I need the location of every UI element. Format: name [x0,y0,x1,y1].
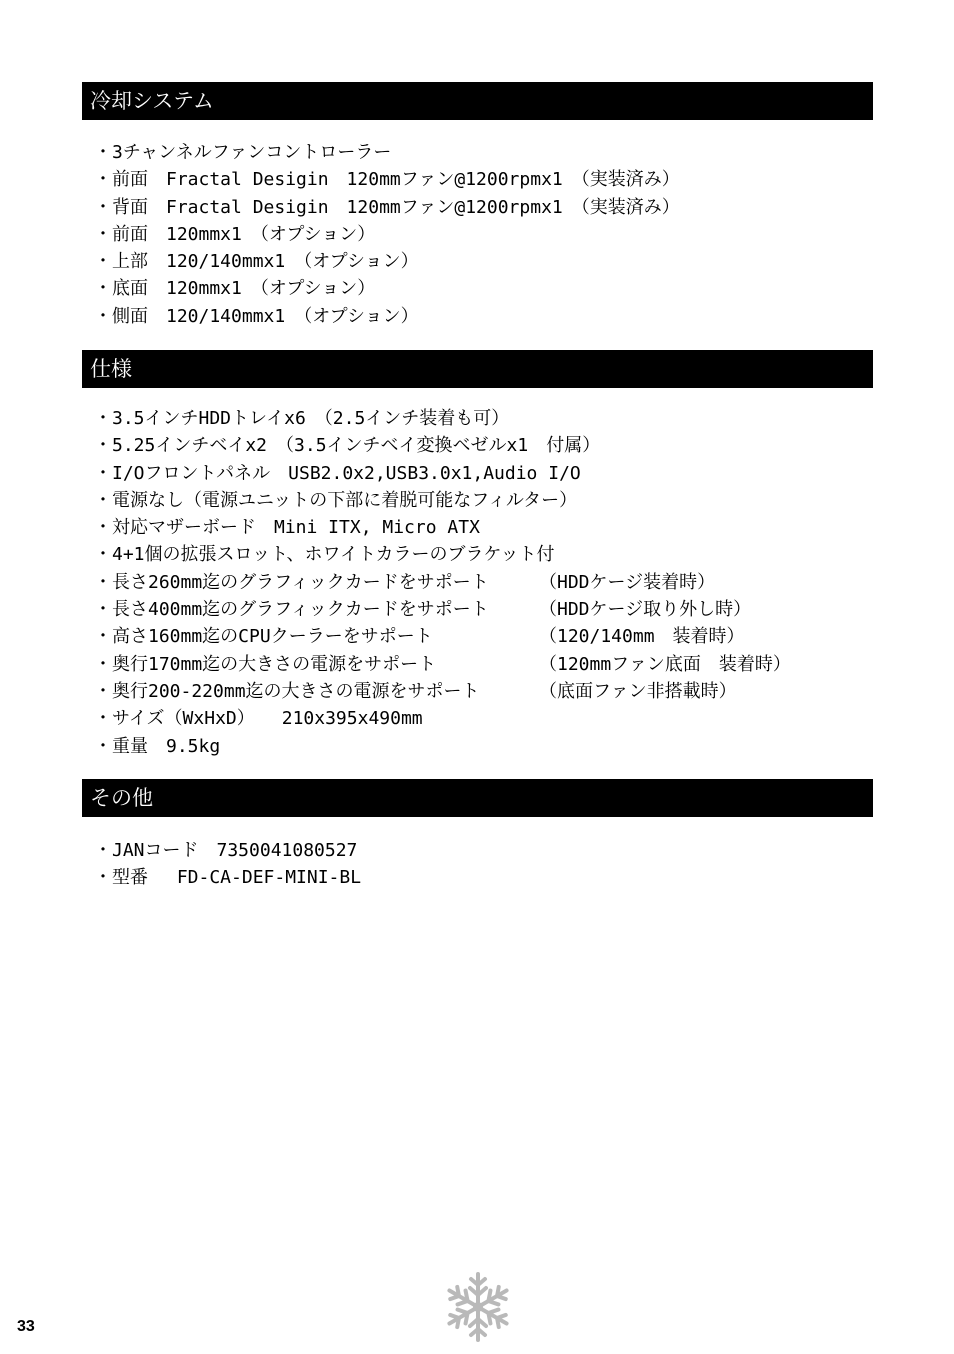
list-item: ・3.5インチHDDトレイx6 （2.5インチ装着も可） [94,408,510,429]
snowflake-icon [444,1270,512,1344]
list-item: ・対応マザーボード Mini ITX, Micro ATX [94,517,480,539]
list-item: ・I/Oフロントパネル USB2.0x2,USB3.0x1,Audio I/O [94,462,581,484]
list-item: ・高さ160mm迄のCPUクーラーをサポート （120/140mm 装着時） [94,623,791,650]
list-item-note: （底面ファン非搭載時） [539,680,737,702]
specs-list [94,405,791,760]
list-item: ・側面 120/140mmx1 （オプション） [94,305,419,327]
list-item: ・背面 Fractal Desigin 120mmファン@1200rpmx1 （実装済み） [94,196,680,218]
list-item: ・前面 Fractal Desigin 120mmファン@1200rpmx1 （実装済み） [94,169,680,191]
list-item-note: （120mmファン底面 装着時） [539,653,791,675]
section-header-other: その他 [82,779,873,817]
cooling-list [94,139,680,330]
list-item: ・4+1個の拡張スロット、ホワイトカラーのブラケット付 [94,544,555,566]
list-item: ・型番 FD-CA-DEF-MINI-BL [94,867,362,889]
list-item: ・3チャンネルファンコントローラー [94,142,392,163]
list-item-note: （HDDケージ装着時） [539,571,716,593]
page-number: 33 [17,1318,35,1335]
list-item-note: （HDDケージ取り外し時） [539,599,752,621]
section-header-cooling: 冷却システム [82,82,873,120]
list-item: ・長さ400mm迄のグラフィックカードをサポート （HDDケージ取り外し時） [94,596,791,623]
list-item: ・5.25インチベイx2 （3.5インチベイ変換ベゼルx1 付属） [94,435,601,457]
list-item-note: （120/140mm 装着時） [539,626,745,648]
list-item: ・上部 120/140mmx1 （オプション） [94,251,419,273]
other-list [94,837,361,892]
list-item: ・重量 9.5kg [94,735,221,757]
section-header-specs: 仕様 [82,350,873,388]
list-item: ・長さ260mm迄のグラフィックカードをサポート （HDDケージ装着時） [94,569,791,596]
list-item: ・奥行200-220mm迄の大きさの電源をサポート （底面ファン非搭載時） [94,678,791,705]
list-item: ・JANコード 7350041080527 [94,840,358,861]
list-item: ・サイズ（WxHxD） 210x395x490mm [94,708,423,730]
list-item: ・前面 120mmx1 （オプション） [94,223,376,245]
list-item: ・奥行170mm迄の大きさの電源をサポート （120mmファン底面 装着時） [94,651,791,678]
list-item: ・電源なし（電源ユニットの下部に着脱可能なフィルター） [94,489,578,511]
list-item: ・底面 120mmx1 （オプション） [94,278,376,300]
